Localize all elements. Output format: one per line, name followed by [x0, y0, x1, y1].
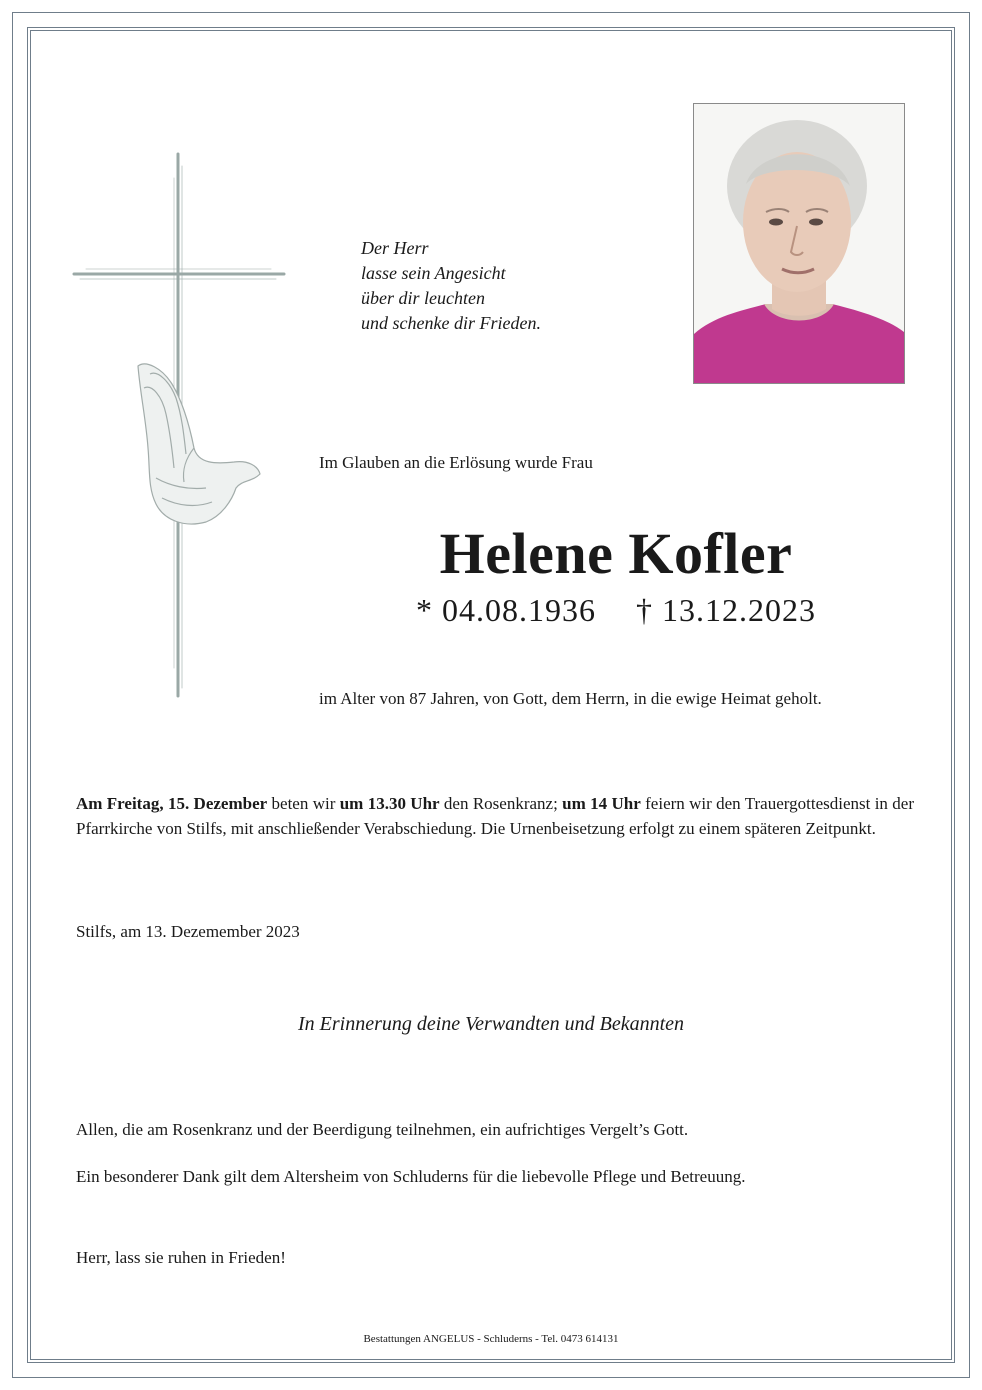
deceased-name: Helene Kofler	[439, 521, 793, 586]
motto-line-4: und schenke dir Frieden.	[361, 313, 541, 333]
ceremony-day: Am Freitag, 15. Dezember	[76, 794, 268, 813]
birth-date: 04.08.1936	[442, 592, 596, 628]
death-symbol: †	[636, 592, 653, 628]
rosary-time: um 13.30 Uhr	[339, 794, 440, 813]
motto-verse	[361, 236, 621, 336]
motto-line-3: über dir leuchten	[361, 288, 485, 308]
birth-symbol: *	[416, 592, 433, 628]
ceremony-details	[76, 791, 914, 841]
motto-line-1: Der Herr	[361, 238, 429, 258]
thanks-line-1: Allen, die am Rosenkranz und der Beerdigung teilnehmen, ein aufrichtiges Vergelt’s Gott.	[76, 1120, 689, 1139]
life-dates	[319, 592, 913, 629]
cross-with-praying-hands-icon	[66, 148, 291, 708]
death-date: 13.12.2023	[662, 592, 816, 628]
service-time: um 14 Uhr	[562, 794, 641, 813]
portrait-photo	[693, 103, 905, 384]
ceremony-text-3: feiern wir den Trauergottesdienst in der Pfarrkirche von Stilfs, mit anschließender Verabschiedung. Die Urnenbeisetzung erfolgt zu einem späteren Zeitpunkt.	[76, 794, 914, 838]
ceremony-text-2: den Rosenkranz;	[439, 794, 563, 813]
age-text: im Alter von 87 Jahren, von Gott, dem Herrn, in die ewige Heimat geholt.	[319, 689, 822, 708]
place-and-date: Stilfs, am 13. Dezemember 2023	[76, 922, 300, 941]
closing-prayer: Herr, lass sie ruhen in Frieden!	[76, 1248, 286, 1267]
intro-text: Im Glauben an die Erlösung wurde Frau	[319, 453, 593, 472]
thanks-line-2: Ein besonderer Dank gilt dem Altersheim von Schluderns für die liebevolle Pflege und Betreuung.	[76, 1167, 746, 1186]
ceremony-text-1: beten wir	[267, 794, 340, 813]
motto-line-2: lasse sein Angesicht	[361, 263, 506, 283]
memory-line: In Erinnerung deine Verwandten und Bekannten	[297, 1013, 685, 1035]
funeral-home-footer: Bestattungen ANGELUS - Schluderns - Tel. 0473 614131	[363, 1333, 619, 1345]
